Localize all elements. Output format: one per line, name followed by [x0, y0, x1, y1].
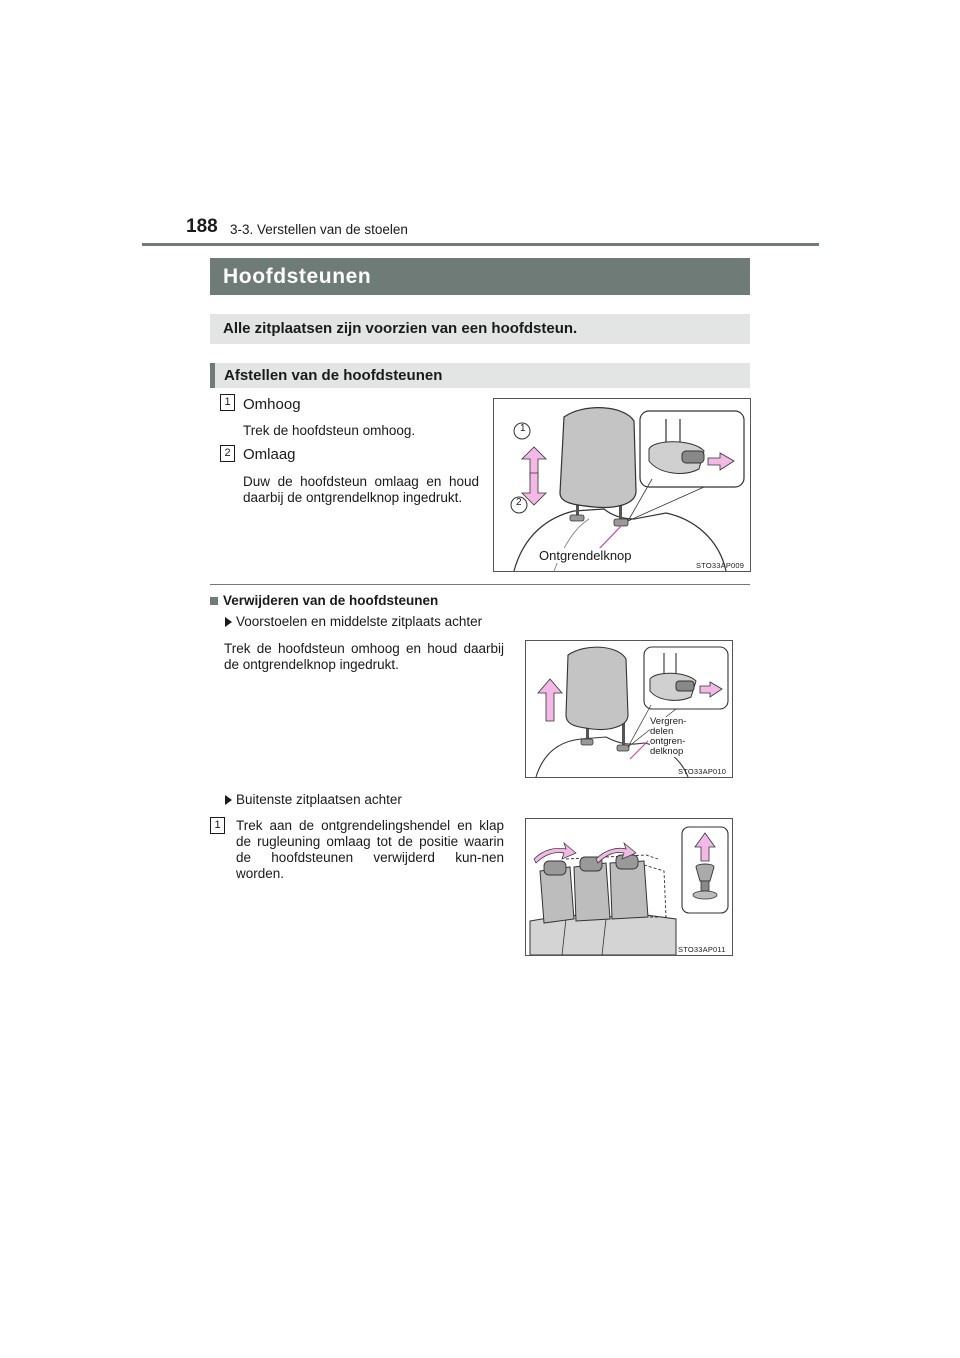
section-divider	[210, 584, 750, 585]
step-text-up: Trek de hoofdsteun omhoog.	[243, 423, 416, 438]
figure-code: STO33AP011	[678, 945, 726, 954]
remove-heading: Verwijderen van de hoofdsteunen	[223, 593, 439, 608]
callout-1: 1	[520, 423, 526, 434]
front-text: Trek de hoofdsteun omhoog en houd daarbij de ontgrendelknop ingedrukt.	[224, 641, 504, 672]
rear-text: Trek aan de ontgrendelingshendel en klap de rugleuning omlaag tot de positie waarin de hoofdsteunen verwijderd kun-nen worden.	[236, 818, 504, 881]
headrest-adjust-figure	[493, 398, 751, 572]
release-button-label: Ontgrendelknop	[539, 548, 632, 563]
bullet-arrow-icon	[225, 795, 232, 805]
bullet-arrow-icon	[225, 617, 232, 627]
rear-step-number: 1	[210, 817, 225, 834]
step-number-1: 1	[220, 394, 235, 411]
bullet-front: Voorstoelen en middelste zitplaats achter	[236, 614, 483, 629]
figure-code: STO33AP010	[678, 767, 727, 776]
header-rule	[142, 243, 819, 246]
page-number: 188	[186, 216, 218, 237]
headrest-remove-figure	[525, 640, 733, 778]
chapter-title: 3-3. Verstellen van de stoelen	[230, 222, 408, 237]
step-title-down: Omlaag	[243, 446, 296, 463]
heading-marker	[210, 597, 218, 605]
section-intro: Alle zitplaatsen zijn voorzien van een hoofdsteun.	[210, 314, 750, 344]
rear-seat-figure	[525, 818, 733, 956]
adjust-heading: Afstellen van de hoofdsteunen	[210, 363, 750, 388]
step-number-2: 2	[220, 445, 235, 462]
step-title-up: Omhoog	[243, 396, 301, 413]
callout-2: 2	[516, 497, 522, 508]
step-text-down: Duw de hoofdsteun omlaag en houd daarbij de ontgrendelknop ingedrukt.	[243, 474, 479, 505]
bullet-rear: Buitenste zitplaatsen achter	[236, 792, 402, 807]
section-title: Hoofdsteunen	[210, 258, 750, 295]
figure-code: STO33AP009	[696, 561, 745, 570]
lock-release-label: Vergren- delen ontgren- delknop	[650, 716, 687, 757]
